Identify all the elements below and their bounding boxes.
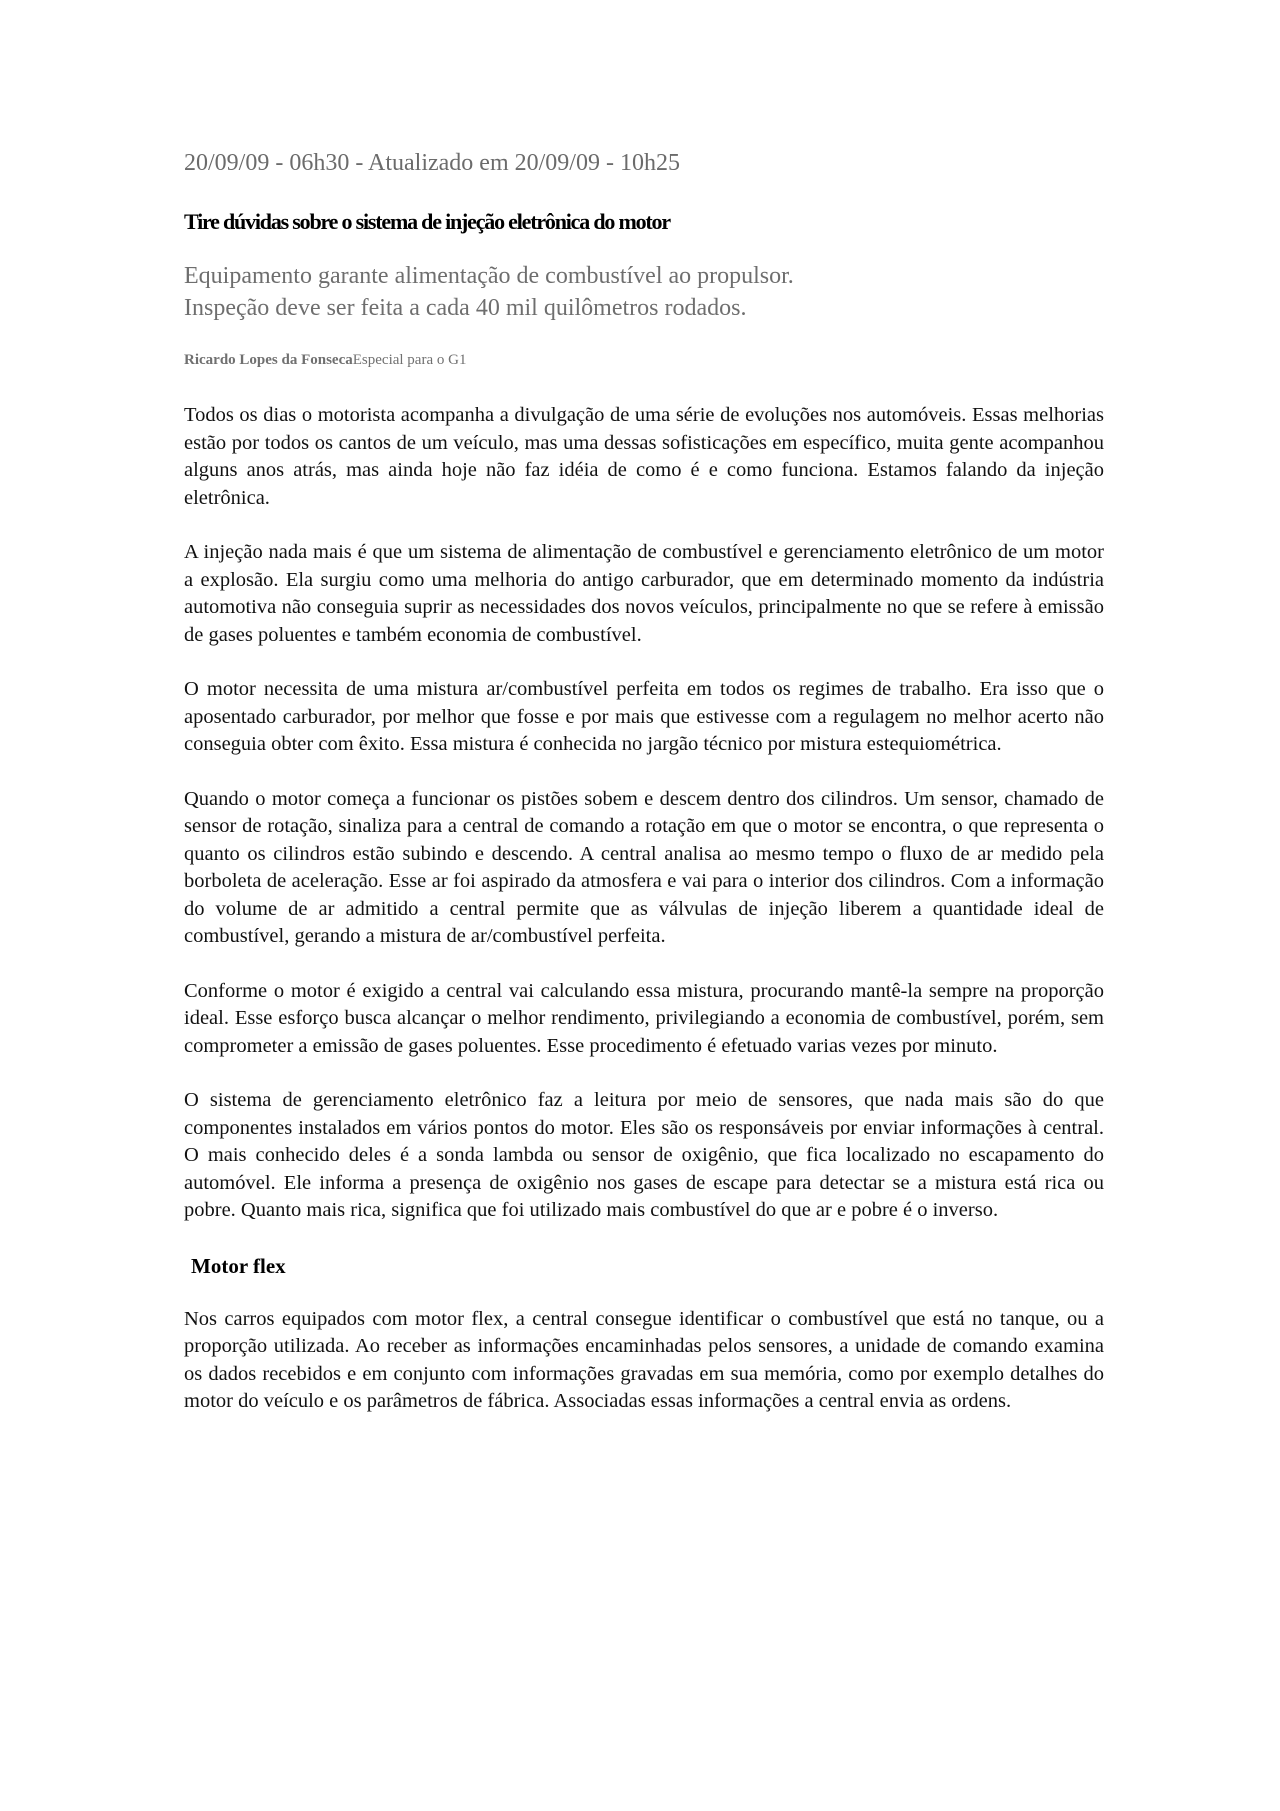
article-paragraph: O motor necessita de uma mistura ar/combustível perfeita em todos os regimes de trabalho. Era isso que o aposentado carburador, por melhor que fosse e por mais que estivesse com a regulagem no melhor acerto não conseguia obter com êxito. Essa mistura é conhecida no jargão técnico por mistura estequiométrica.	[184, 678, 1104, 755]
byline	[184, 350, 1104, 370]
section-heading: Motor flex	[191, 1253, 286, 1278]
subtitle	[184, 260, 1104, 324]
article	[184, 148, 1104, 1443]
dateline: 20/09/09 - 06h30 - Atualizado em 20/09/09 - 10h25	[184, 150, 680, 176]
headline: Tire dúvidas sobre o sistema de injeção eletrônica do motor	[184, 209, 670, 234]
section-paragraph: Nos carros equipados com motor flex, a central consegue identificar o combustível que está no tanque, ou a proporção utilizada. Ao receber as informações encaminhadas pelos sensores, a unidade de comando examina os dados recebidos e em conjunto com informações gravadas em sua memória, como por exemplo detalhes do motor do veículo e os parâmetros de fábrica. Associadas essas informações a central envia as ordens.	[184, 1307, 1104, 1412]
article-paragraph: Todos os dias o motorista acompanha a divulgação de uma série de evoluções nos automóveis. Essas melhorias estão por todos os cantos de um veículo, mas uma dessas sofisticações em específico, muita gente acompanhou alguns anos atrás, mas ainda hoje não faz idéia de como é e como funciona. Estamos falando da injeção eletrônica.	[184, 404, 1104, 509]
article-paragraph: Quando o motor começa a funcionar os pistões sobem e descem dentro dos cilindros. Um sensor, chamado de sensor de rotação, sinaliza para a central de comando a rotação em que o motor se encontra, o que representa o quanto os cilindros estão subindo e descendo. A central analisa ao mesmo tempo o fluxo de ar medido pela borboleta de aceleração. Esse ar foi aspirado da atmosfera e vai para o interior dos cilindros. Com a informação do volume de ar admitido a central permite que as válvulas de injeção liberem a quantidade ideal de combustível, gerando a mistura de ar/combustível perfeita.	[184, 787, 1104, 947]
byline-role: Especial para o G1	[352, 352, 467, 368]
article-paragraph: A injeção nada mais é que um sistema de alimentação de combustível e gerenciamento eletrônico de um motor a explosão. Ela surgiu como uma melhoria do antigo carburador, que em determinado momento da indústria automotiva não conseguia suprir as necessidades dos novos veículos, principalmente no que se refere à emissão de gases poluentes e também economia de combustível.	[184, 541, 1104, 646]
byline-author: Ricardo Lopes da Fonseca	[184, 352, 353, 368]
article-paragraph: Conforme o motor é exigido a central vai calculando essa mistura, procurando mantê-la sempre na proporção ideal. Esse esforço busca alcançar o melhor rendimento, privilegiando a economia de combustível, porém, sem comprometer a emissão de gases poluentes. Esse procedimento é efetuado varias vezes por minuto.	[184, 979, 1104, 1057]
subtitle-line: Inspeção deve ser feita a cada 40 mil quilômetros rodados.	[184, 295, 747, 321]
subtitle-line: Equipamento garante alimentação de combustível ao propulsor.	[184, 263, 794, 289]
article-paragraph: O sistema de gerenciamento eletrônico faz a leitura por meio de sensores, que nada mais são do que componentes instalados em vários pontos do motor. Eles são os responsáveis por enviar informações à central. O mais conhecido deles é a sonda lambda ou sensor de oxigênio, que fica localizado no escapamento do automóvel. Ele informa a presença de oxigênio nos gases de escape para detectar se a mistura está rica ou pobre. Quanto mais rica, significa que foi utilizado mais combustível do que ar e pobre é o inverso.	[184, 1089, 1104, 1221]
